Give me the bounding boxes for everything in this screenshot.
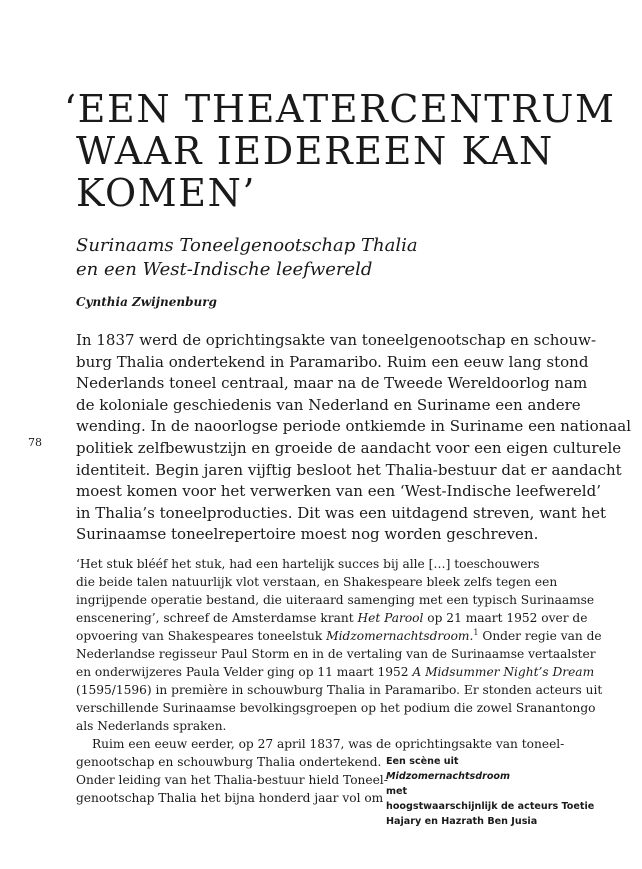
intro-line: In 1837 werd de oprichtingsakte van toneelgenootschap en schouw- bbox=[76, 331, 597, 349]
play-title: Midzomernachtsdroom. bbox=[326, 629, 474, 643]
subtitle-line: en een West-Indische leefwereld bbox=[76, 259, 373, 280]
caption-line bbox=[386, 754, 626, 799]
page-number: 78 bbox=[28, 436, 42, 449]
body-text-run: en onderwijzeres Paula Velder ging op 11 maart 1952 bbox=[76, 665, 413, 679]
chapter-title bbox=[64, 87, 616, 215]
body-line bbox=[76, 663, 602, 681]
body-text-run: op 21 maart 1952 over de bbox=[423, 611, 588, 625]
intro-line: wending. In de naoorlogse periode ontkiemde in Suriname een nationaal bbox=[76, 417, 632, 436]
caption-text-run: Een scène uit bbox=[386, 756, 459, 767]
caption-text-run: met bbox=[386, 786, 408, 797]
body-line: als Nederlands spraken. bbox=[76, 719, 227, 733]
body-line: Onder leiding van het Thalia-bestuur hield Toneel- bbox=[76, 773, 388, 787]
caption-line: Hajary en Hazrath Ben Jusia bbox=[386, 816, 538, 827]
body-line: verschillende Surinaamse bevolkingsgroepen op het podium die zowel Sranantongo bbox=[76, 701, 596, 715]
body-line: Ruim een eeuw eerder, op 27 april 1837, was de oprichtingsakte van toneel- bbox=[92, 737, 565, 751]
intro-line: identiteit. Begin jaren vijftig besloot het Thalia-bestuur dat er aandacht bbox=[76, 460, 622, 479]
title-line: WAAR IEDEREEN KAN bbox=[76, 129, 554, 173]
body-line: die beide talen natuurlijk vlot verstaan, en Shakespeare bleek zelfs tegen een bbox=[76, 575, 558, 589]
chapter-subtitle bbox=[76, 234, 418, 282]
play-title: A Midsummer Night’s Dream bbox=[412, 665, 595, 679]
body-line bbox=[76, 609, 602, 627]
play-title: Midzomernachtsdroom bbox=[386, 771, 511, 782]
subtitle-line: Surinaams Toneelgenootschap Thalia bbox=[76, 235, 418, 256]
body-line: genootschap Thalia het bijna honderd jaar vol om bbox=[76, 791, 384, 805]
body-line: genootschap en schouwburg Thalia ondertekend. bbox=[76, 755, 382, 769]
footnote-marker: 1 bbox=[473, 627, 479, 637]
intro-paragraph bbox=[76, 330, 631, 546]
body-text-run: enscenering’, schreef de Amsterdamse krant bbox=[76, 611, 358, 625]
intro-line: Nederlands toneel centraal, maar na de Tweede Wereldoorlog nam bbox=[76, 374, 588, 393]
body-line: (1595/1596) in première in schouwburg Thalia in Paramaribo. Er stonden acteurs uit bbox=[76, 683, 603, 697]
intro-line: politiek zelfbewustzijn en groeide de aandacht voor een eigen culturele bbox=[76, 438, 622, 457]
intro-line: burg Thalia ondertekend in Paramaribo. Ruim een eeuw lang stond bbox=[76, 352, 589, 371]
body-line: Nederlandse regisseur Paul Storm en in de vertaling van de Surinaamse vertaalster bbox=[76, 647, 596, 661]
body-line: ‘Het stuk blééf het stuk, had een hartelijk succes bij alle […] toeschouwers bbox=[76, 557, 540, 571]
newspaper-title: Het Parool bbox=[357, 611, 424, 625]
intro-line: in Thalia’s toneelproducties. Dit was een uitdagend streven, want het bbox=[76, 503, 606, 522]
author-name: Cynthia Zwijnenburg bbox=[76, 295, 217, 309]
body-line bbox=[76, 627, 602, 645]
intro-line: moest komen voor het verwerken van een ‘West-Indische leefwereld’ bbox=[76, 482, 601, 501]
title-line: KOMEN’ bbox=[76, 171, 257, 215]
caption-line: hoogstwaarschijnlijk de acteurs Toetie bbox=[386, 801, 595, 812]
title-line: ‘EEN THEATERCENTRUM bbox=[64, 87, 616, 131]
body-text-run: opvoering van Shakespeares toneelstuk bbox=[76, 629, 327, 643]
body-line: ingrijpende operatie bestand, die uiteraard samenging met een typisch Surinaamse bbox=[76, 593, 595, 607]
intro-line: de koloniale geschiedenis van Nederland en Suriname een andere bbox=[76, 395, 581, 414]
intro-line: Surinaamse toneelrepertoire moest nog worden geschreven. bbox=[76, 525, 539, 544]
image-caption bbox=[386, 754, 626, 829]
body-text-run: Onder regie van de bbox=[478, 629, 602, 643]
